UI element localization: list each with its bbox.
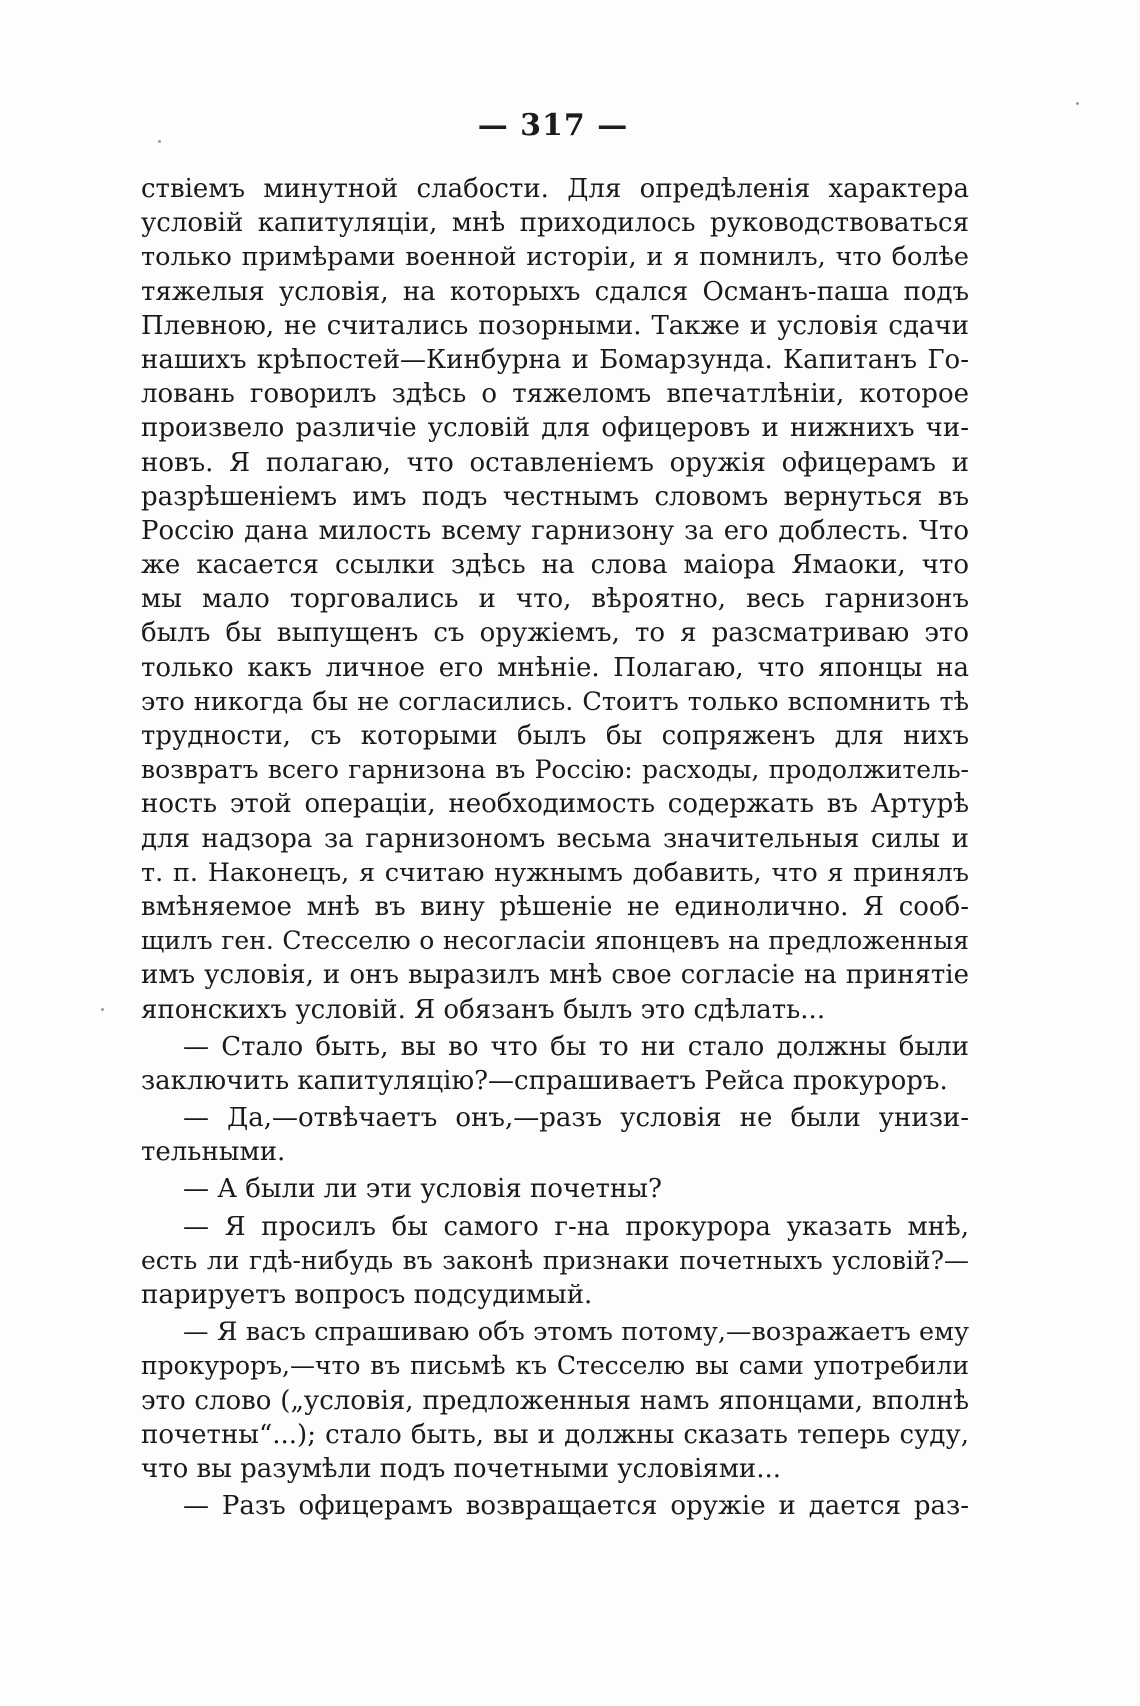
text-line: — Да,—отвѣчаетъ онъ,—разъ условія не были унизи- <box>183 1103 969 1134</box>
text-line: имъ условія, и онъ выразилъ мнѣ свое согласіе на принятіе <box>141 960 969 991</box>
text-line: разрѣшеніемъ имъ подъ честнымъ словомъ вернуться въ <box>141 481 969 512</box>
text-line: былъ бы выпущенъ съ оружіемъ, то я разсматриваю это <box>141 618 969 649</box>
text-line: же касается ссылки здѣсь на слова маіора Ямаоки, что <box>141 550 969 581</box>
text-line: только какъ личное его мнѣніе. Полагаю, что японцы на <box>141 652 969 683</box>
text-line: тельными. <box>141 1137 286 1168</box>
text-line: только примѣрами военной исторіи, и я помнилъ, что болѣе <box>141 242 969 273</box>
text-line: произвело различіе условій для офицеровъ и нижнихъ чи- <box>141 413 969 444</box>
scan-speck <box>101 1008 104 1011</box>
text-line: новъ. Я полагаю, что оставленіемъ оружія офицерамъ и <box>141 447 969 478</box>
text-line: ствіемъ минутной слабости. Для опредѣленія характера <box>141 174 969 204</box>
text-line: заключить капитуляцію?—спрашиваетъ Рейса прокуроръ. <box>141 1065 948 1096</box>
text-line: почетны“...); стало быть, вы и должны сказать теперь суду, <box>141 1419 969 1450</box>
text-line: условій капитуляціи, мнѣ приходилось руководствоваться <box>141 208 969 239</box>
text-line: для надзора за гарнизономъ весьма значительныя силы и <box>141 823 969 854</box>
text-line: — Я васъ спрашиваю объ этомъ потому,—возражаетъ ему <box>183 1317 969 1348</box>
text-line: что вы разумѣли подъ почетными условіями... <box>141 1453 782 1484</box>
text-line: — Разъ офицерамъ возвращается оружіе и дается раз- <box>183 1491 969 1522</box>
text-line: японскихъ условій. Я обязанъ былъ это сдѣлать... <box>141 994 826 1025</box>
text-line: ность этой операціи, необходимость содержать въ Артурѣ <box>141 789 969 820</box>
text-line: есть ли гдѣ-нибудь въ законѣ признаки почетныхъ условій?— <box>141 1245 969 1275</box>
text-line: — Я просилъ бы самого г-на прокурора указать мнѣ, <box>183 1211 969 1242</box>
text-line: мы мало торговались и что, вѣроятно, весь гарнизонъ <box>141 584 969 615</box>
text-line: прокуроръ,—что въ письмѣ къ Стесселю вы сами употребили <box>141 1351 969 1381</box>
text-line: вмѣняемое мнѣ въ вину рѣшеніе не единолично. Я сооб- <box>141 891 969 922</box>
text-line: — Стало быть, вы во что бы то ни стало должны были <box>183 1031 969 1062</box>
text-line: ловань говорилъ здѣсь о тяжеломъ впечатлѣніи, которое <box>141 379 969 410</box>
text-line: возвратъ всего гарнизона въ Россію: расходы, продолжитель- <box>141 755 969 785</box>
page-number: — 317 — <box>477 108 629 143</box>
text-line: Плевною, не считались позорными. Также и условія сдачи <box>141 310 969 341</box>
scan-speck <box>1076 102 1079 105</box>
text-line: трудности, съ которыми былъ бы сопряженъ для нихъ <box>141 721 969 751</box>
body-text <box>141 172 969 1523</box>
text-line: т. п. Наконецъ, я считаю нужнымъ добавить, что я принялъ <box>141 857 969 888</box>
text-line: это никогда бы не согласились. Стоитъ только вспомнить тѣ <box>141 686 969 717</box>
scan-speck <box>158 140 161 143</box>
text-line: — А были ли эти условія почетны? <box>183 1174 662 1205</box>
text-line: нашихъ крѣпостей—Кинбурна и Бомарзунда. Капитанъ Го- <box>141 344 969 375</box>
text-line: щилъ ген. Стесселю о несогласіи японцевъ на предложенныя <box>141 926 969 956</box>
text-line: это слово („условія, предложенныя намъ японцами, вполнѣ <box>141 1385 969 1416</box>
text-line: тяжелыя условія, на которыхъ сдался Османъ-паша подъ <box>141 276 969 307</box>
text-line: Россію дана милость всему гарнизону за его доблесть. Что <box>141 515 969 546</box>
text-line: парируетъ вопросъ подсудимый. <box>141 1280 593 1310</box>
